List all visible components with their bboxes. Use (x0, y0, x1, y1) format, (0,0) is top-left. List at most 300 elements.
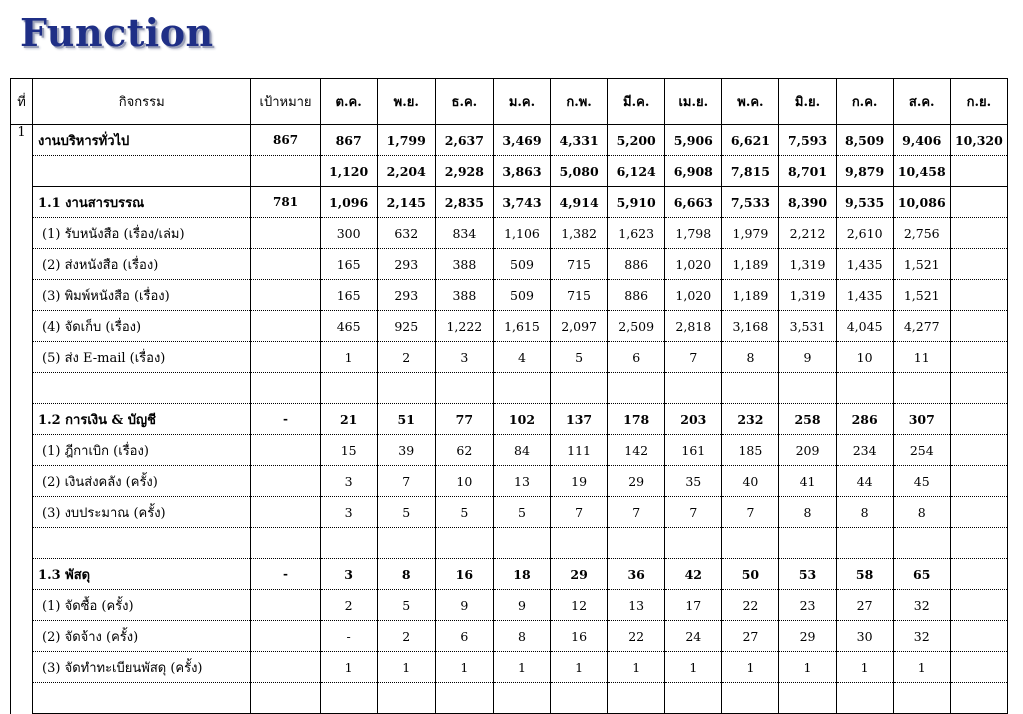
month-value: 15 (320, 435, 377, 466)
header-month: ก.ค. (836, 79, 893, 125)
month-value (779, 373, 836, 404)
month-value (377, 373, 435, 404)
month-value: 5 (435, 497, 493, 528)
activity-label: (1) รับหนังสือ (เรื่อง/เล่ม) (33, 218, 251, 249)
month-value: 5 (377, 497, 435, 528)
page-title: Function (20, 10, 214, 55)
table-row (11, 528, 1008, 559)
month-value: 1,319 (779, 280, 836, 311)
month-value: 632 (377, 218, 435, 249)
month-value: 5,906 (665, 125, 722, 156)
month-value: 45 (893, 466, 950, 497)
month-value: 5 (493, 497, 550, 528)
month-value: 307 (893, 404, 950, 435)
month-value: 22 (608, 621, 665, 652)
month-value: 9,535 (836, 187, 893, 218)
target-value (251, 466, 320, 497)
header-month: ต.ค. (320, 79, 377, 125)
month-value: 13 (493, 466, 550, 497)
month-value (435, 528, 493, 559)
month-value (665, 373, 722, 404)
activity-label: (5) ส่ง E-mail (เรื่อง) (33, 342, 251, 373)
month-value: 32 (893, 590, 950, 621)
activity-label: 1.1 งานสารบรรณ (33, 187, 251, 218)
table-row (11, 559, 1008, 590)
table-row (11, 125, 1008, 156)
month-value: 4,045 (836, 311, 893, 342)
month-value (665, 528, 722, 559)
target-value (251, 435, 320, 466)
month-value: 293 (377, 280, 435, 311)
month-value: 3 (435, 342, 493, 373)
month-value: 1 (608, 652, 665, 683)
month-value: 1,623 (608, 218, 665, 249)
month-value: 10 (435, 466, 493, 497)
month-value: 13 (608, 590, 665, 621)
month-value: 8 (893, 497, 950, 528)
month-value: 1,521 (893, 280, 950, 311)
activity-label: (1) จัดซื้อ (ครั้ง) (33, 590, 251, 621)
month-value (950, 528, 1007, 559)
month-value: 509 (493, 280, 550, 311)
function-table (10, 78, 1008, 714)
target-value: 781 (251, 187, 320, 218)
month-value: 30 (836, 621, 893, 652)
month-value: 1 (320, 652, 377, 683)
header-month: พ.ย. (377, 79, 435, 125)
target-value: - (251, 559, 320, 590)
month-value (320, 528, 377, 559)
month-value (551, 373, 608, 404)
month-value: 2 (377, 621, 435, 652)
month-value: 715 (551, 249, 608, 280)
target-value (251, 249, 320, 280)
month-value: 1 (722, 652, 779, 683)
month-value: 5 (551, 342, 608, 373)
month-value: 3,863 (493, 156, 550, 187)
month-value: 4,331 (551, 125, 608, 156)
month-value: 3,743 (493, 187, 550, 218)
month-value: 2,610 (836, 218, 893, 249)
month-value: 3 (320, 466, 377, 497)
month-value (608, 528, 665, 559)
month-value: 2 (377, 342, 435, 373)
month-value: 142 (608, 435, 665, 466)
month-value: 1,521 (893, 249, 950, 280)
month-value: 8 (493, 621, 550, 652)
month-value: 1 (893, 652, 950, 683)
month-value: 2,145 (377, 187, 435, 218)
activity-label (33, 528, 251, 559)
target-value: - (251, 404, 320, 435)
month-value: 6,908 (665, 156, 722, 187)
month-value: 5,910 (608, 187, 665, 218)
month-value: 27 (836, 590, 893, 621)
table-header-row (11, 79, 1008, 125)
month-value: 1,189 (722, 249, 779, 280)
month-value (320, 683, 377, 714)
month-value: 7,533 (722, 187, 779, 218)
table-row (11, 311, 1008, 342)
header-month: มิ.ย. (779, 79, 836, 125)
month-value: 4,277 (893, 311, 950, 342)
target-value (251, 528, 320, 559)
activity-label: 1.3 พัสดุ (33, 559, 251, 590)
activity-label: 1.2 การเงิน & บัญชี (33, 404, 251, 435)
month-value: 24 (665, 621, 722, 652)
header-activity: กิจกรรม (33, 79, 251, 125)
month-value: 4,914 (551, 187, 608, 218)
target-value (251, 218, 320, 249)
month-value: 1,189 (722, 280, 779, 311)
month-value: 10,086 (893, 187, 950, 218)
month-value (950, 559, 1007, 590)
month-value (950, 342, 1007, 373)
month-value: 715 (551, 280, 608, 311)
month-value: 19 (551, 466, 608, 497)
month-value: 6 (608, 342, 665, 373)
month-value (950, 466, 1007, 497)
month-value: 6,663 (665, 187, 722, 218)
month-value: 8 (836, 497, 893, 528)
month-value: 29 (608, 466, 665, 497)
month-value: 137 (551, 404, 608, 435)
month-value (551, 528, 608, 559)
month-value: 111 (551, 435, 608, 466)
month-value: 9,406 (893, 125, 950, 156)
month-value (950, 404, 1007, 435)
month-value: 1,615 (493, 311, 550, 342)
month-value (377, 683, 435, 714)
month-value: 7 (377, 466, 435, 497)
header-month: ก.ย. (950, 79, 1007, 125)
month-value: 1,798 (665, 218, 722, 249)
table-row (11, 590, 1008, 621)
month-value (950, 590, 1007, 621)
table-row (11, 187, 1008, 218)
month-value (950, 683, 1007, 714)
activity-label: (4) จัดเก็บ (เรื่อง) (33, 311, 251, 342)
month-value: 6,124 (608, 156, 665, 187)
month-value: 1 (665, 652, 722, 683)
month-value: 232 (722, 404, 779, 435)
header-target: เป้าหมาย (251, 79, 320, 125)
table-row (11, 373, 1008, 404)
month-value: 2,818 (665, 311, 722, 342)
table-row (11, 156, 1008, 187)
month-value: 3 (320, 497, 377, 528)
month-value: 1,222 (435, 311, 493, 342)
table-row (11, 342, 1008, 373)
table-row (11, 249, 1008, 280)
month-value: 1 (836, 652, 893, 683)
month-value (950, 373, 1007, 404)
month-value: 18 (493, 559, 550, 590)
activity-label: (2) จัดจ้าง (ครั้ง) (33, 621, 251, 652)
month-value: 165 (320, 249, 377, 280)
month-value: 44 (836, 466, 893, 497)
month-value: 2,928 (435, 156, 493, 187)
month-value: 102 (493, 404, 550, 435)
month-value: 234 (836, 435, 893, 466)
month-value: 2,835 (435, 187, 493, 218)
month-value: 388 (435, 280, 493, 311)
table-body (11, 125, 1008, 714)
table-row (11, 652, 1008, 683)
month-value: 925 (377, 311, 435, 342)
month-value: 10,458 (893, 156, 950, 187)
month-value: 1,096 (320, 187, 377, 218)
month-value: 1,120 (320, 156, 377, 187)
month-value: 1,020 (665, 280, 722, 311)
target-value (251, 621, 320, 652)
month-value: 2,204 (377, 156, 435, 187)
month-value: 4 (493, 342, 550, 373)
month-value: 17 (665, 590, 722, 621)
month-value (551, 683, 608, 714)
month-value: 3,168 (722, 311, 779, 342)
month-value: 1,799 (377, 125, 435, 156)
month-value: 1,979 (722, 218, 779, 249)
table-row (11, 280, 1008, 311)
month-value: 1,382 (551, 218, 608, 249)
month-value: 3,531 (779, 311, 836, 342)
month-value: 5 (377, 590, 435, 621)
month-value: 2,212 (779, 218, 836, 249)
month-value (779, 683, 836, 714)
target-value: 867 (251, 125, 320, 156)
month-value: 8,701 (779, 156, 836, 187)
table-row (11, 466, 1008, 497)
month-value: 41 (779, 466, 836, 497)
activity-label: (2) ส่งหนังสือ (เรื่อง) (33, 249, 251, 280)
row-number: 1 (11, 125, 33, 714)
month-value: 9 (435, 590, 493, 621)
month-value: 1,319 (779, 249, 836, 280)
header-month: ก.พ. (551, 79, 608, 125)
month-value: 178 (608, 404, 665, 435)
month-value: 1,020 (665, 249, 722, 280)
month-value (493, 683, 550, 714)
month-value: 165 (320, 280, 377, 311)
month-value (950, 249, 1007, 280)
header-no: ที่ (11, 79, 33, 125)
month-value: 8 (722, 342, 779, 373)
month-value: 1 (435, 652, 493, 683)
month-value (950, 156, 1007, 187)
month-value: 7 (665, 342, 722, 373)
activity-label: (3) พิมพ์หนังสือ (เรื่อง) (33, 280, 251, 311)
month-value: 8,390 (779, 187, 836, 218)
month-value: 40 (722, 466, 779, 497)
month-value: 35 (665, 466, 722, 497)
month-value: 50 (722, 559, 779, 590)
month-value (722, 528, 779, 559)
month-value: - (320, 621, 377, 652)
month-value: 7,593 (779, 125, 836, 156)
month-value: 465 (320, 311, 377, 342)
activity-label: (3) งบประมาณ (ครั้ง) (33, 497, 251, 528)
month-value: 886 (608, 280, 665, 311)
month-value: 1 (551, 652, 608, 683)
month-value: 53 (779, 559, 836, 590)
month-value: 254 (893, 435, 950, 466)
month-value: 39 (377, 435, 435, 466)
month-value (950, 218, 1007, 249)
month-value: 22 (722, 590, 779, 621)
month-value: 886 (608, 249, 665, 280)
activity-label (33, 373, 251, 404)
month-value: 58 (836, 559, 893, 590)
activity-label: (1) ฎีกาเบิก (เรื่อง) (33, 435, 251, 466)
month-value: 203 (665, 404, 722, 435)
header-month: ม.ค. (493, 79, 550, 125)
month-value: 42 (665, 559, 722, 590)
month-value (836, 373, 893, 404)
month-value: 1,106 (493, 218, 550, 249)
month-value: 2,756 (893, 218, 950, 249)
month-value: 6 (435, 621, 493, 652)
table-row (11, 683, 1008, 714)
month-value: 185 (722, 435, 779, 466)
target-value (251, 280, 320, 311)
month-value: 21 (320, 404, 377, 435)
month-value: 286 (836, 404, 893, 435)
month-value (950, 497, 1007, 528)
month-value: 29 (551, 559, 608, 590)
month-value: 11 (893, 342, 950, 373)
month-value (608, 373, 665, 404)
month-value: 1 (320, 342, 377, 373)
month-value: 65 (893, 559, 950, 590)
month-value: 209 (779, 435, 836, 466)
month-value (893, 528, 950, 559)
activity-label (33, 156, 251, 187)
month-value: 1 (377, 652, 435, 683)
table-row (11, 218, 1008, 249)
month-value: 62 (435, 435, 493, 466)
month-value: 1,435 (836, 280, 893, 311)
month-value: 7 (551, 497, 608, 528)
month-value: 2,509 (608, 311, 665, 342)
activity-label: (3) จัดทำทะเบียนพัสดุ (ครั้ง) (33, 652, 251, 683)
month-value: 2,637 (435, 125, 493, 156)
target-value (251, 342, 320, 373)
header-month: มี.ค. (608, 79, 665, 125)
month-value: 5,200 (608, 125, 665, 156)
month-value (722, 373, 779, 404)
target-value (251, 497, 320, 528)
month-value: 9,879 (836, 156, 893, 187)
month-value: 258 (779, 404, 836, 435)
month-value: 2,097 (551, 311, 608, 342)
month-value: 32 (893, 621, 950, 652)
activity-label: (2) เงินส่งคลัง (ครั้ง) (33, 466, 251, 497)
header-month: พ.ค. (722, 79, 779, 125)
month-value: 1,435 (836, 249, 893, 280)
month-value: 161 (665, 435, 722, 466)
activity-label (33, 683, 251, 714)
month-value (779, 528, 836, 559)
month-value (950, 435, 1007, 466)
month-value (950, 621, 1007, 652)
target-value (251, 652, 320, 683)
month-value (836, 528, 893, 559)
month-value: 293 (377, 249, 435, 280)
month-value: 16 (551, 621, 608, 652)
month-value: 27 (722, 621, 779, 652)
month-value: 10 (836, 342, 893, 373)
month-value (950, 187, 1007, 218)
month-value: 29 (779, 621, 836, 652)
month-value: 2 (320, 590, 377, 621)
month-value: 7 (665, 497, 722, 528)
header-month: เม.ย. (665, 79, 722, 125)
month-value: 8 (377, 559, 435, 590)
month-value: 7,815 (722, 156, 779, 187)
target-value (251, 590, 320, 621)
month-value: 10,320 (950, 125, 1007, 156)
month-value (950, 280, 1007, 311)
month-value: 509 (493, 249, 550, 280)
month-value: 5,080 (551, 156, 608, 187)
month-value (950, 652, 1007, 683)
month-value: 3 (320, 559, 377, 590)
month-value (493, 373, 550, 404)
month-value: 1 (779, 652, 836, 683)
month-value: 77 (435, 404, 493, 435)
month-value: 23 (779, 590, 836, 621)
target-value (251, 311, 320, 342)
month-value (893, 683, 950, 714)
month-value: 388 (435, 249, 493, 280)
header-month: ส.ค. (893, 79, 950, 125)
month-value (893, 373, 950, 404)
month-value: 12 (551, 590, 608, 621)
month-value (665, 683, 722, 714)
month-value: 7 (722, 497, 779, 528)
month-value (493, 528, 550, 559)
month-value: 9 (493, 590, 550, 621)
month-value: 300 (320, 218, 377, 249)
month-value: 1 (493, 652, 550, 683)
month-value: 6,621 (722, 125, 779, 156)
month-value (320, 373, 377, 404)
month-value: 84 (493, 435, 550, 466)
table-row (11, 435, 1008, 466)
month-value: 3,469 (493, 125, 550, 156)
month-value: 834 (435, 218, 493, 249)
month-value (950, 311, 1007, 342)
month-value (435, 373, 493, 404)
month-value (435, 683, 493, 714)
month-value: 51 (377, 404, 435, 435)
month-value (377, 528, 435, 559)
month-value (608, 683, 665, 714)
month-value: 7 (608, 497, 665, 528)
target-value (251, 156, 320, 187)
activity-label: งานบริหารทั่วไป (33, 125, 251, 156)
table-row (11, 497, 1008, 528)
month-value (836, 683, 893, 714)
month-value: 867 (320, 125, 377, 156)
month-value: 8 (779, 497, 836, 528)
table-row (11, 621, 1008, 652)
target-value (251, 373, 320, 404)
month-value (722, 683, 779, 714)
month-value: 36 (608, 559, 665, 590)
month-value: 16 (435, 559, 493, 590)
